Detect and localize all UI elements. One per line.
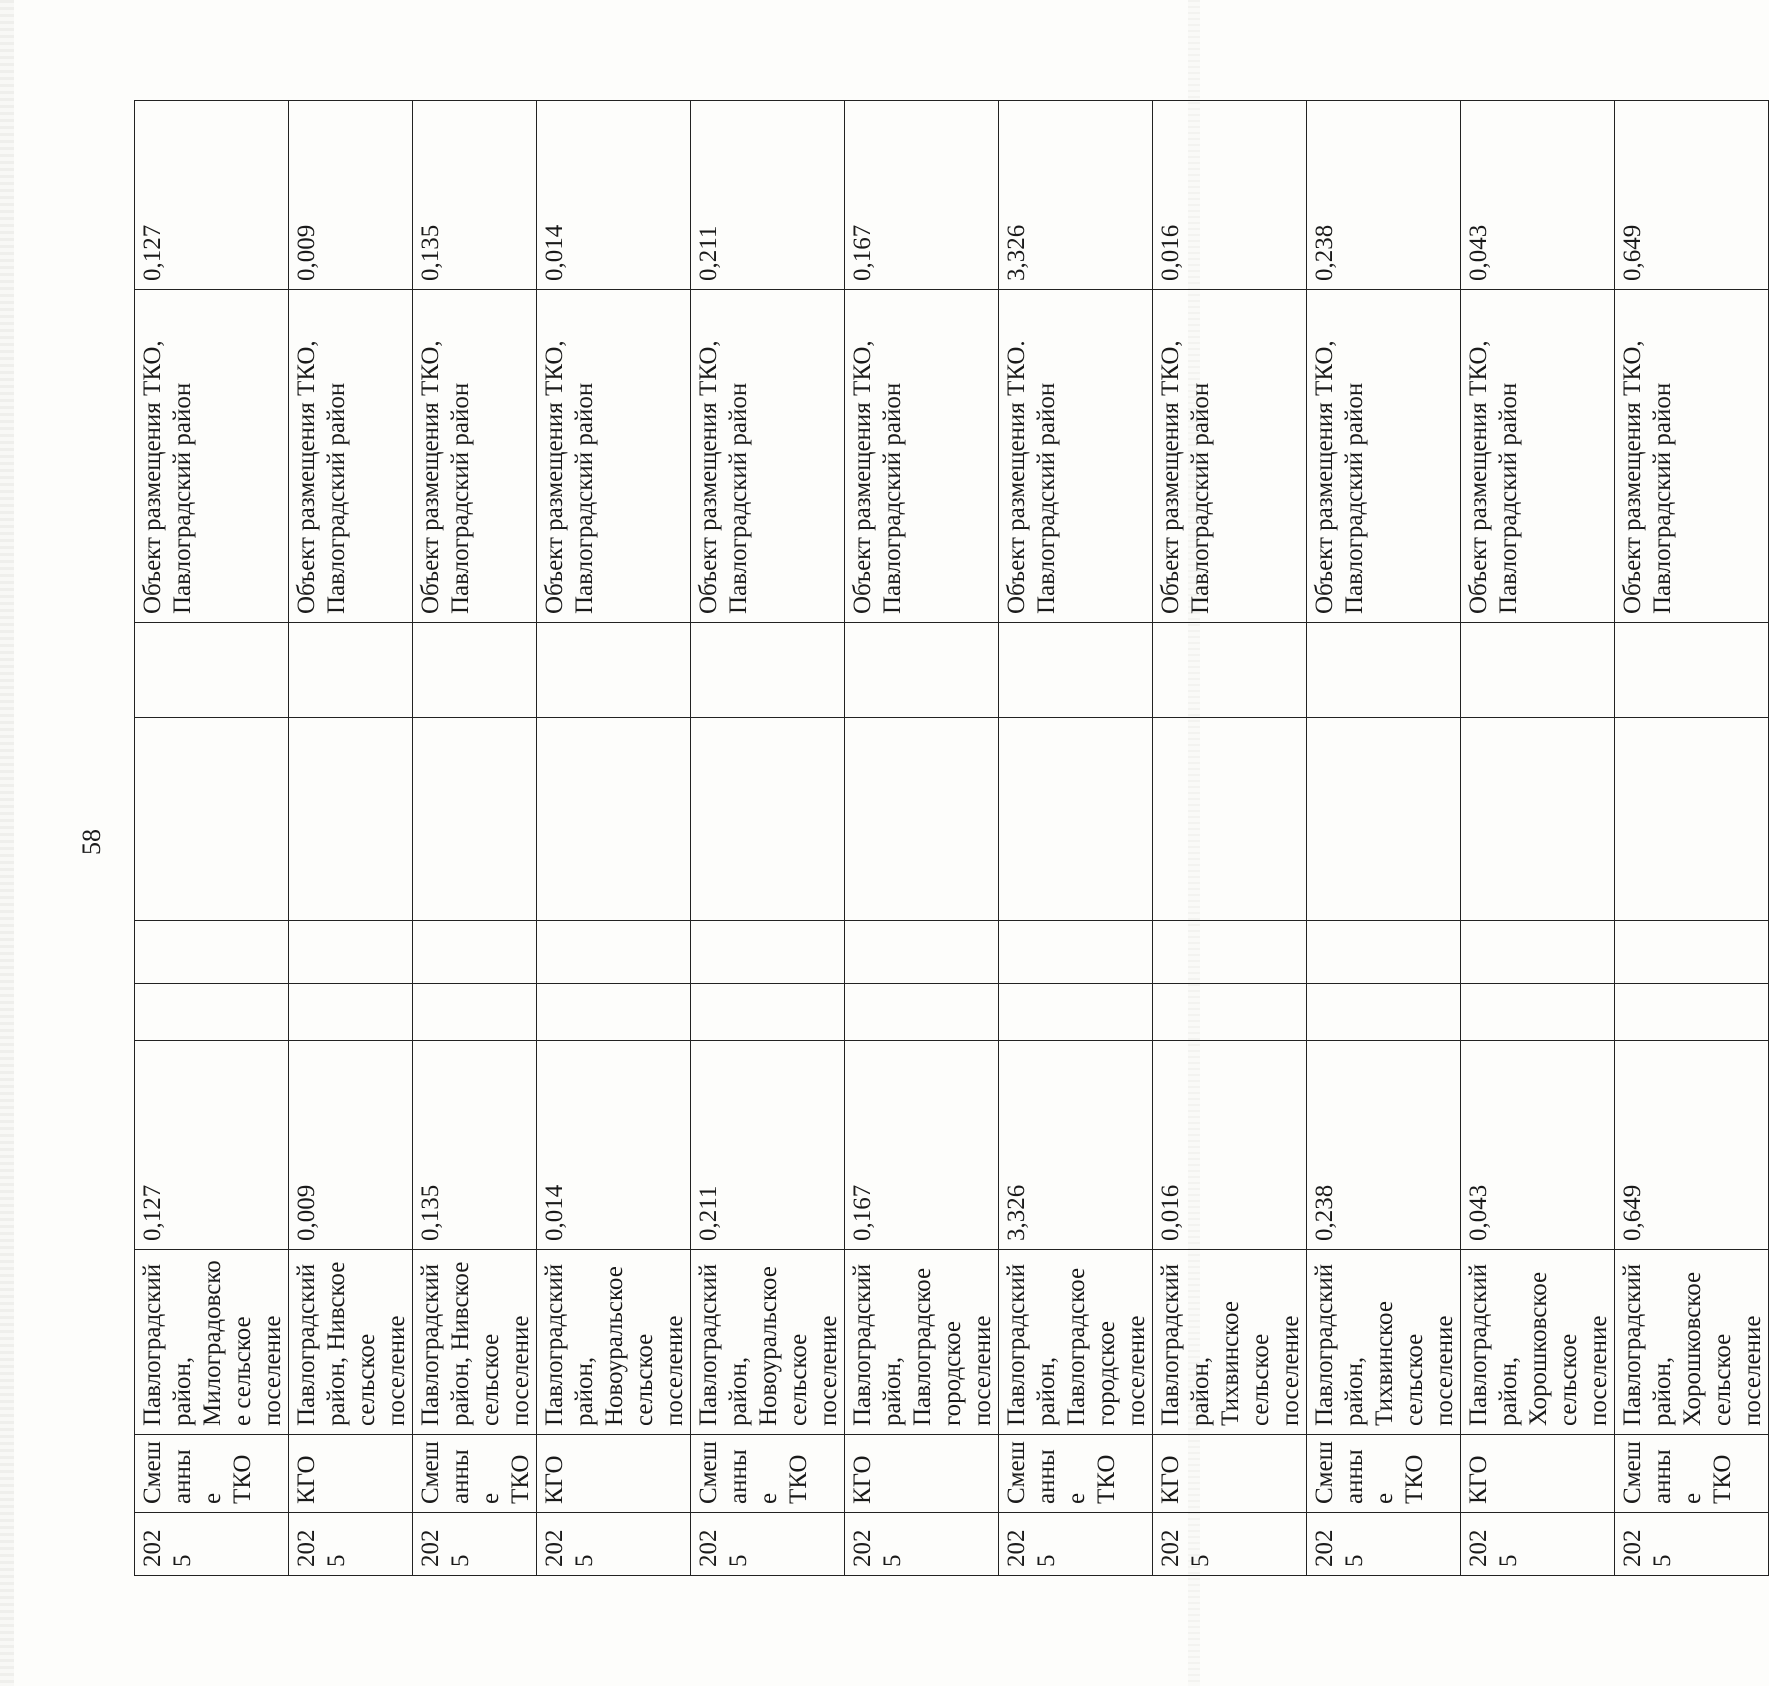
empty-cell <box>1307 718 1461 921</box>
empty-cell <box>1615 984 1769 1041</box>
destination-cell: Объект размещения ТКО, Павлоградский район <box>413 290 537 623</box>
source-location-cell: Павлоградский район, Павлоградское городское поселение <box>845 1250 999 1435</box>
mass-cell: 0,009 <box>289 1041 413 1250</box>
source-location-cell: Павлоградский район, Милоградовское сельское поселение <box>135 1250 289 1435</box>
table-body <box>135 101 1769 1576</box>
waste-type-cell: Смешанные ТКО <box>691 1435 845 1513</box>
year-cell: 2025 <box>1307 1513 1461 1576</box>
table-row <box>413 101 537 1576</box>
year-cell: 2025 <box>1615 1513 1769 1576</box>
empty-cell <box>1307 984 1461 1041</box>
mass-cell: 0,211 <box>691 1041 845 1250</box>
waste-type-cell: Смешанные ТКО <box>999 1435 1153 1513</box>
table-row <box>1461 101 1615 1576</box>
waste-type-cell: КГО <box>845 1435 999 1513</box>
table-row <box>691 101 845 1576</box>
mass-cell: 0,043 <box>1461 1041 1615 1250</box>
waste-type-cell: КГО <box>289 1435 413 1513</box>
mass-cell: 0,238 <box>1307 1041 1461 1250</box>
empty-cell <box>135 718 289 921</box>
destination-cell: Объект размещения ТКО, Павлоградский район <box>537 290 691 623</box>
table-row <box>289 101 413 1576</box>
year-cell: 2025 <box>537 1513 691 1576</box>
empty-cell <box>1307 921 1461 984</box>
source-location-cell: Павлоградский район, Нивское сельское поселение <box>289 1250 413 1435</box>
mass-received-cell: 3,326 <box>999 101 1153 290</box>
table-row <box>845 101 999 1576</box>
source-location-cell: Павлоградский район, Новоуральское сельское поселение <box>691 1250 845 1435</box>
mass-received-cell: 0,211 <box>691 101 845 290</box>
year-cell: 2025 <box>691 1513 845 1576</box>
empty-cell <box>1461 623 1615 718</box>
table-row <box>135 101 289 1576</box>
empty-cell <box>537 984 691 1041</box>
mass-received-cell: 0,135 <box>413 101 537 290</box>
empty-cell <box>537 921 691 984</box>
destination-cell: Объект размещения ТКО, Павлоградский район <box>845 290 999 623</box>
empty-cell <box>135 623 289 718</box>
empty-cell <box>537 623 691 718</box>
empty-cell <box>537 718 691 921</box>
table-row <box>537 101 691 1576</box>
empty-cell <box>289 921 413 984</box>
mass-received-cell: 0,127 <box>135 101 289 290</box>
table-rotation-wrapper <box>134 101 1766 1576</box>
destination-cell: Объект размещения ТКО, Павлоградский район <box>135 290 289 623</box>
destination-cell: Объект размещения ТКО, Павлоградский район <box>1615 290 1769 623</box>
empty-cell <box>1153 718 1307 921</box>
page-number: 58 <box>77 829 106 855</box>
destination-cell: Объект размещения ТКО, Павлоградский район <box>691 290 845 623</box>
empty-cell <box>1153 921 1307 984</box>
empty-cell <box>413 718 537 921</box>
empty-cell <box>691 921 845 984</box>
empty-cell <box>1461 984 1615 1041</box>
source-location-cell: Павлоградский район, Тихвинское сельское поселение <box>1307 1250 1461 1435</box>
empty-cell <box>413 623 537 718</box>
waste-type-cell: Смешанные ТКО <box>413 1435 537 1513</box>
mass-cell: 0,649 <box>1615 1041 1769 1250</box>
destination-cell: Объект размещения ТКО, Павлоградский район <box>1153 290 1307 623</box>
source-location-cell: Павлоградский район, Павлоградское городское поселение <box>999 1250 1153 1435</box>
empty-cell <box>999 984 1153 1041</box>
mass-cell: 0,016 <box>1153 1041 1307 1250</box>
empty-cell <box>999 921 1153 984</box>
empty-cell <box>1461 921 1615 984</box>
destination-cell: Объект размещения ТКО, Павлоградский район <box>289 290 413 623</box>
mass-received-cell: 0,649 <box>1615 101 1769 290</box>
mass-received-cell: 0,009 <box>289 101 413 290</box>
year-cell: 2025 <box>999 1513 1153 1576</box>
empty-cell <box>289 984 413 1041</box>
mass-cell: 3,326 <box>999 1041 1153 1250</box>
empty-cell <box>289 623 413 718</box>
source-location-cell: Павлоградский район, Хорошковское сельское поселение <box>1615 1250 1769 1435</box>
source-location-cell: Павлоградский район, Хорошковское сельское поселение <box>1461 1250 1615 1435</box>
destination-cell: Объект размещения ТКО, Павлоградский район <box>1461 290 1615 623</box>
empty-cell <box>1461 718 1615 921</box>
source-location-cell: Павлоградский район, Новоуральское сельское поселение <box>537 1250 691 1435</box>
empty-cell <box>999 623 1153 718</box>
year-cell: 2025 <box>413 1513 537 1576</box>
mass-cell: 0,127 <box>135 1041 289 1250</box>
destination-cell: Объект размещения ТКО, Павлоградский район <box>1307 290 1461 623</box>
empty-cell <box>289 718 413 921</box>
table-row <box>1153 101 1307 1576</box>
empty-cell <box>413 984 537 1041</box>
waste-type-cell: Смешанные ТКО <box>1307 1435 1461 1513</box>
mass-cell: 0,014 <box>537 1041 691 1250</box>
waste-type-cell: Смешанные ТКО <box>135 1435 289 1513</box>
empty-cell <box>1615 623 1769 718</box>
empty-cell <box>691 718 845 921</box>
waste-type-cell: КГО <box>537 1435 691 1513</box>
empty-cell <box>691 984 845 1041</box>
empty-cell <box>691 623 845 718</box>
empty-cell <box>135 921 289 984</box>
empty-cell <box>135 984 289 1041</box>
empty-cell <box>845 718 999 921</box>
mass-received-cell: 0,167 <box>845 101 999 290</box>
waste-type-cell: КГО <box>1461 1435 1615 1513</box>
scan-edge-left <box>0 0 14 1686</box>
empty-cell <box>1615 718 1769 921</box>
year-cell: 2025 <box>1153 1513 1307 1576</box>
waste-type-cell: Смешанные ТКО <box>1615 1435 1769 1513</box>
empty-cell <box>413 921 537 984</box>
waste-flow-table <box>134 100 1769 1576</box>
empty-cell <box>1153 984 1307 1041</box>
mass-received-cell: 0,014 <box>537 101 691 290</box>
mass-cell: 0,135 <box>413 1041 537 1250</box>
destination-cell: Объект размещения ТКО. Павлоградский район <box>999 290 1153 623</box>
year-cell: 2025 <box>1461 1513 1615 1576</box>
waste-type-cell: КГО <box>1153 1435 1307 1513</box>
empty-cell <box>845 984 999 1041</box>
mass-cell: 0,167 <box>845 1041 999 1250</box>
year-cell: 2025 <box>845 1513 999 1576</box>
table-row <box>999 101 1153 1576</box>
year-cell: 2025 <box>135 1513 289 1576</box>
mass-received-cell: 0,238 <box>1307 101 1461 290</box>
table-row <box>1615 101 1769 1576</box>
year-cell: 2025 <box>289 1513 413 1576</box>
empty-cell <box>1307 623 1461 718</box>
empty-cell <box>999 718 1153 921</box>
empty-cell <box>1153 623 1307 718</box>
source-location-cell: Павлоградский район, Нивское сельское поселение <box>413 1250 537 1435</box>
empty-cell <box>1615 921 1769 984</box>
empty-cell <box>845 921 999 984</box>
source-location-cell: Павлоградский район, Тихвинское сельское поселение <box>1153 1250 1307 1435</box>
mass-received-cell: 0,016 <box>1153 101 1307 290</box>
table-row <box>1307 101 1461 1576</box>
mass-received-cell: 0,043 <box>1461 101 1615 290</box>
empty-cell <box>845 623 999 718</box>
